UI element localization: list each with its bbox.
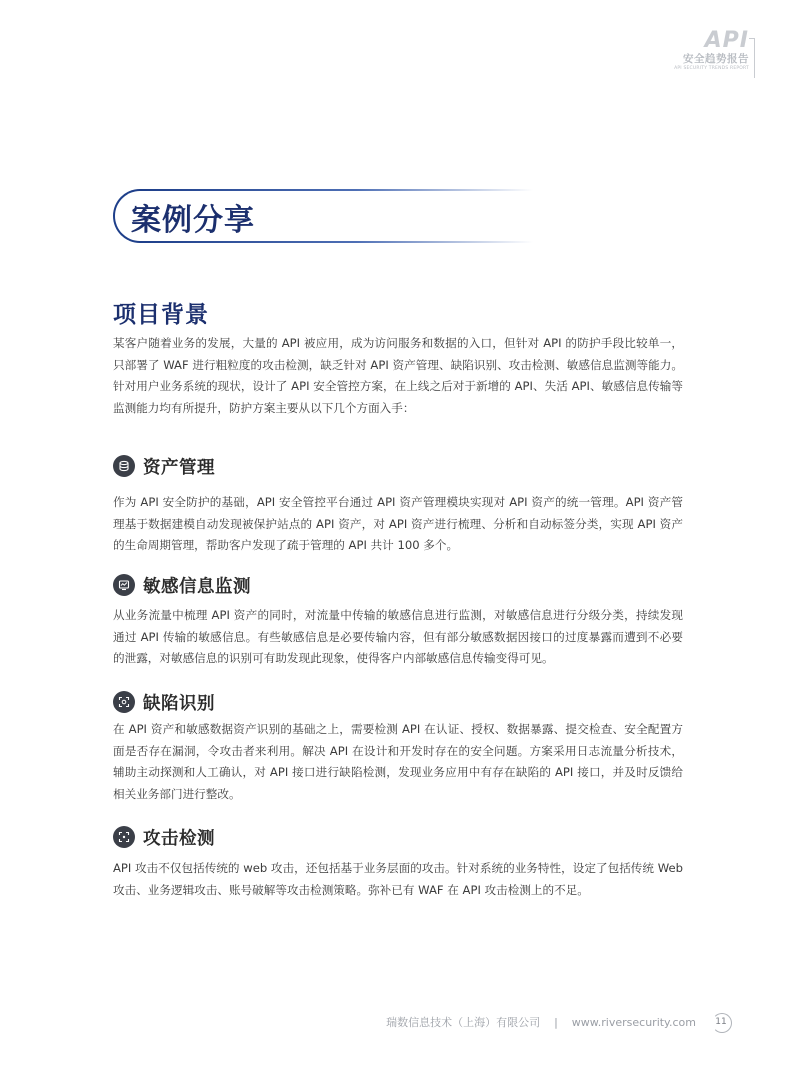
report-logo bbox=[669, 30, 749, 80]
banner-line-top bbox=[140, 189, 533, 191]
logo-api-text: API bbox=[704, 28, 749, 53]
page-number: 11 bbox=[712, 1013, 730, 1031]
database-icon bbox=[113, 455, 135, 477]
section-heading-defect-identification bbox=[113, 689, 215, 715]
section-title: 敏感信息监测 bbox=[143, 576, 251, 597]
section-banner bbox=[113, 189, 533, 243]
section-paragraph-asset-management: 作为 API 安全防护的基础，API 安全管控平台通过 API 资产管理模块实现对 API 资产的统一管理。API 资产管理基于数据建模自动发现被保护站点的 API 资产，对 API 资产进行梳理、分析和自动标签分类，实现 API 资产的生命周期管理，帮助客户发现了疏于管理的 API 共计 100 多个。 bbox=[113, 495, 683, 553]
section-heading-sensitive-monitoring bbox=[113, 572, 251, 598]
logo-bracket-decoration bbox=[749, 38, 755, 78]
page-footer bbox=[330, 1012, 730, 1032]
scan-icon bbox=[113, 691, 135, 713]
section-paragraph-defect-identification: 在 API 资产和敏感数据资产识别的基础之上，需要检测 API 在认证、授权、数据暴露、提交检查、安全配置方面是否存在漏洞，令攻击者来利用。解决 API 在设计和开发时存在的安全问题。方案采用日志流量分析技术，辅助主动探测和人工确认，对 API 接口进行缺陷检测，发现业务应用中有存在缺陷的 API 接口，并及时反馈给相关业务部门进行整改。 bbox=[113, 722, 683, 801]
section-paragraph-attack-detection: API 攻击不仅包括传统的 web 攻击，还包括基于业务层面的攻击。针对系统的业务特性，设定了包括传统 Web 攻击、业务逻辑攻击、账号破解等攻击检测策略。弥补已有 WAF 在 API 攻击检测上的不足。 bbox=[113, 861, 683, 897]
section-paragraph-sensitive-monitoring: 从业务流量中梳理 API 资产的同时，对流量中传输的敏感信息进行监测，对敏感信息进行分级分类，持续发现通过 API 传输的敏感信息。有些敏感信息是必要传输内容，但有部分敏感数据因接口的过度暴露而遭到不必要的泄露，对敏感信息的识别可有助发现此现象，使得客户内部敏感信息传输变得可见。 bbox=[113, 608, 683, 666]
footer-company: 瑞数信息技术（上海）有限公司 bbox=[386, 1016, 541, 1029]
section-title: 攻击检测 bbox=[143, 828, 215, 849]
banner-line-bottom bbox=[140, 241, 533, 243]
logo-title-en: API SECURITY TRENDS REPORT bbox=[674, 66, 749, 71]
target-icon bbox=[113, 826, 135, 848]
monitor-icon bbox=[113, 574, 135, 596]
section-title: 缺陷识别 bbox=[143, 693, 215, 714]
logo-title-cn: 安全趋势报告 bbox=[683, 53, 749, 65]
section-heading-attack-detection bbox=[113, 824, 215, 850]
footer-separator: | bbox=[554, 1015, 558, 1029]
section-heading-asset-management bbox=[113, 453, 215, 479]
background-heading: 项目背景 bbox=[113, 302, 209, 328]
section-title: 资产管理 bbox=[143, 457, 215, 478]
banner-title: 案例分享 bbox=[131, 203, 255, 238]
background-paragraph: 某客户随着业务的发展，大量的 API 被应用，成为访问服务和数据的入口，但针对 API 的防护手段比较单一，只部署了 WAF 进行粗粒度的攻击检测，缺乏针对 API 资产管理、缺陷识别、攻击检测、敏感信息监测等能力。针对用户业务系统的现状，设计了 API 安全管控方案，在上线之后对于新增的 API、失活 API、敏感信息传输等监测能力均有所提升，防护方案主要从以下几个方面入手： bbox=[113, 336, 683, 415]
footer-website-link[interactable]: www.riversecurity.com bbox=[571, 1015, 696, 1029]
